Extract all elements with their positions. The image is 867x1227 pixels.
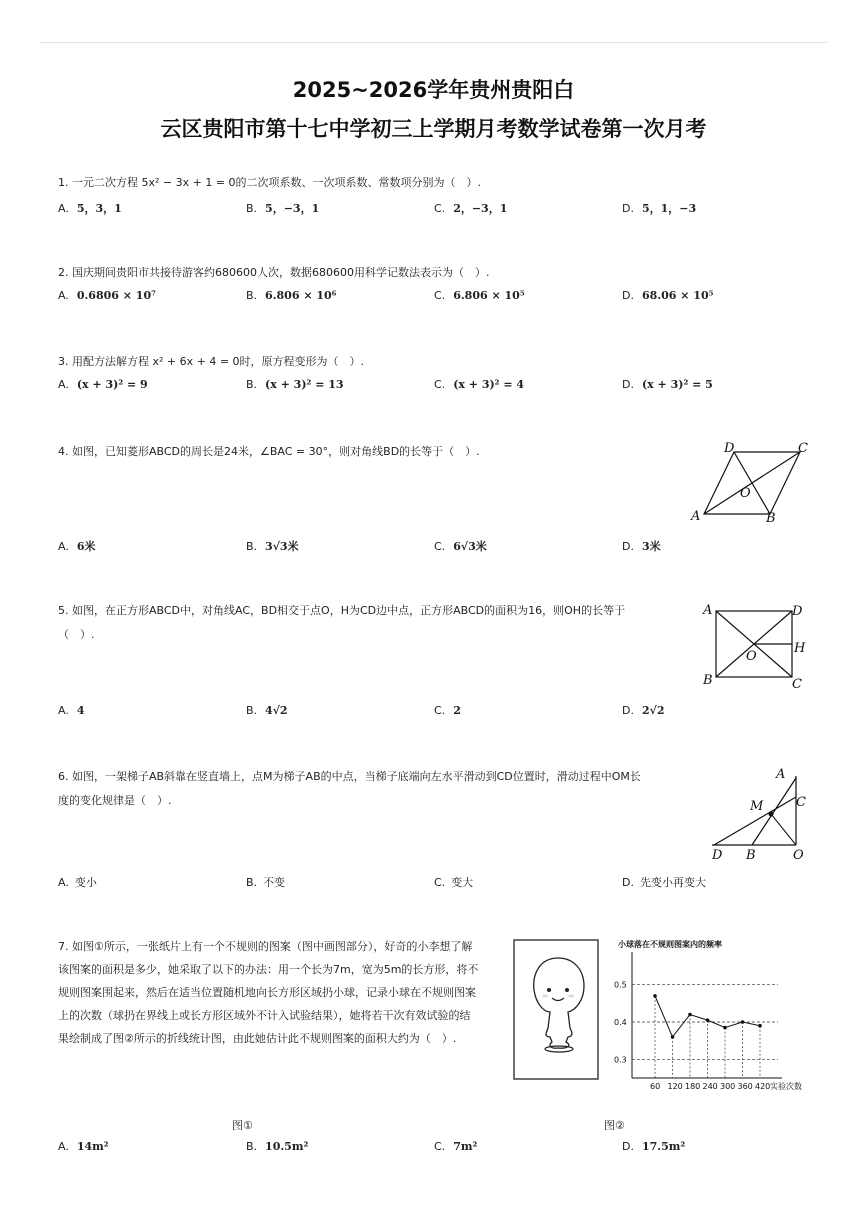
option-a[interactable] xyxy=(58,200,122,216)
figure-1-caption: 图① xyxy=(232,1119,253,1132)
question-1-options xyxy=(58,200,818,218)
page-title-line2: 云区贵阳市第十七中学初三上学期月考数学试卷第一次月考 xyxy=(160,117,707,141)
x-tick-label: 420 xyxy=(755,1082,771,1091)
question-7-stem-line3: 规则图案围起来，然后在适当位置随机地向长方形区域扔小球，记录小球在不规则图案 xyxy=(58,986,476,999)
option-letter: B. xyxy=(246,876,258,889)
data-point xyxy=(671,1035,675,1039)
option-d[interactable] xyxy=(622,874,706,890)
option-d[interactable] xyxy=(622,704,665,717)
option-letter: C. xyxy=(434,704,446,717)
label-b: B xyxy=(746,848,756,863)
option-letter: D. xyxy=(622,704,634,717)
label-o: O xyxy=(746,649,757,664)
option-letter: D. xyxy=(622,289,634,302)
diagonal-bd xyxy=(734,452,770,514)
option-letter: A. xyxy=(58,704,69,717)
option-letter: B. xyxy=(246,378,258,391)
option-letter: C. xyxy=(434,876,446,889)
option-value: 5，1，−3 xyxy=(641,202,697,215)
option-letter: A. xyxy=(58,876,69,889)
square-figure xyxy=(698,600,810,692)
label-c: C xyxy=(798,441,808,456)
data-point xyxy=(688,1013,692,1017)
data-point xyxy=(653,994,657,998)
figure-2-chart xyxy=(610,936,810,1094)
label-d: D xyxy=(792,604,803,619)
x-tick-label: 360 xyxy=(737,1082,753,1091)
option-value: 7m² xyxy=(453,1140,478,1153)
y-tick-label: 0.3 xyxy=(614,1055,627,1065)
option-b[interactable] xyxy=(246,538,299,554)
question-7-options xyxy=(58,1140,818,1158)
cheek-right xyxy=(568,994,574,997)
question-3-stem: 3. 用配方法解方程 x² + 6x + 4 = 0时，原方程变形为（ ）. xyxy=(58,355,365,368)
option-c[interactable] xyxy=(434,538,487,554)
eye-left xyxy=(547,988,551,992)
option-letter: A. xyxy=(58,378,69,391)
question-6-stem-line1: 6. 如图，一架梯子AB斜靠在竖直墙上，点M为梯子AB的中点，当梯子底端向左水平滑动到CD位置时，滑动过程中OM长 xyxy=(58,770,641,783)
option-a[interactable] xyxy=(58,1140,109,1153)
option-letter: A. xyxy=(58,202,69,215)
data-point xyxy=(758,1024,762,1028)
label-c: C xyxy=(796,795,806,810)
option-value: (x + 3)² = 4 xyxy=(453,378,525,391)
option-value: 5，−3，1 xyxy=(265,202,320,215)
y-tick-label: 0.4 xyxy=(614,1018,627,1027)
point-m xyxy=(769,812,774,817)
option-value: 6.806 × 10⁶ xyxy=(265,289,337,302)
label-o: O xyxy=(740,486,751,501)
option-letter: C. xyxy=(434,289,446,302)
option-c[interactable] xyxy=(434,289,525,302)
option-c[interactable] xyxy=(434,378,524,391)
y-tick-label: 0.5 xyxy=(614,980,627,990)
option-value: 6√3米 xyxy=(453,540,487,553)
question-4-options xyxy=(58,538,818,556)
option-b[interactable] xyxy=(246,874,285,890)
option-value: 2√2 xyxy=(641,704,665,717)
label-d: D xyxy=(712,848,723,863)
x-tick-label: 240 xyxy=(702,1082,718,1091)
cheek-left xyxy=(542,994,548,997)
x-tick-label: 120 xyxy=(667,1082,683,1091)
question-7-stem-line2: 该图案的面积是多少，她采取了以下的办法：用一个长为7m，宽为5m的长方形，将不 xyxy=(58,963,479,976)
option-value: (x + 3)² = 9 xyxy=(76,378,148,391)
option-d[interactable] xyxy=(622,1140,685,1153)
option-value: 0.6806 × 10⁷ xyxy=(76,289,156,302)
option-d[interactable] xyxy=(622,200,696,216)
option-value: 14m² xyxy=(76,1140,109,1153)
question-2-stem: 2. 国庆期间贵阳市共接待游客约680600人次，数据680600用科学记数法表示为（ ）. xyxy=(58,266,490,279)
series-line xyxy=(655,996,760,1037)
option-letter: C. xyxy=(434,540,446,553)
label-b: B xyxy=(766,511,776,525)
label-h: H xyxy=(794,641,806,656)
question-1-stem: 1. 一元二次方程 5x² − 3x + 1 = 0的二次项系数、一次项系数、常数项分别为（ ）. xyxy=(58,176,482,189)
option-value: 4√2 xyxy=(265,704,288,717)
figure-1-paper xyxy=(512,938,600,1082)
top-divider xyxy=(40,42,827,43)
option-c[interactable] xyxy=(434,704,461,717)
label-c: C xyxy=(792,677,802,692)
option-b[interactable] xyxy=(246,200,319,216)
option-a[interactable] xyxy=(58,874,97,890)
option-value: 不变 xyxy=(263,876,286,889)
option-letter: D. xyxy=(622,1140,634,1153)
option-letter: C. xyxy=(434,202,446,215)
option-value: 5，3，1 xyxy=(76,202,122,215)
question-7-stem-line1: 7. 如图①所示，一张纸片上有一个不规则的图案（图中画图部分），好奇的小李想了解 xyxy=(58,940,473,953)
option-value: 先变小再变大 xyxy=(639,876,706,889)
rhombus-figure xyxy=(688,440,813,525)
option-letter: B. xyxy=(246,202,258,215)
option-a[interactable] xyxy=(58,378,148,391)
x-axis-label: 实验次数 xyxy=(770,1082,802,1091)
option-a[interactable] xyxy=(58,289,156,302)
option-b[interactable] xyxy=(246,289,337,302)
option-value: 3√3米 xyxy=(265,540,299,553)
question-3-options xyxy=(58,378,818,396)
option-value: (x + 3)² = 5 xyxy=(641,378,713,391)
option-letter: B. xyxy=(246,1140,258,1153)
label-o: O xyxy=(793,848,804,863)
option-letter: C. xyxy=(434,378,446,391)
option-b[interactable] xyxy=(246,378,344,391)
segment-om xyxy=(771,814,796,845)
option-value: 10.5m² xyxy=(265,1140,309,1153)
option-letter: D. xyxy=(622,540,634,553)
option-letter: B. xyxy=(246,704,258,717)
question-7-stem-line5: 果绘制成了图②所示的折线统计图，由此她估计此不规则图案的面积大约为（ ）. xyxy=(58,1032,457,1045)
page-title-line1: 2025~2026学年贵州贵阳白 xyxy=(292,78,575,102)
x-tick-label: 60 xyxy=(650,1082,661,1091)
option-d[interactable] xyxy=(622,378,713,391)
question-5-stem-line2: （ ）. xyxy=(58,628,95,641)
option-a[interactable] xyxy=(58,704,84,717)
option-c[interactable] xyxy=(434,874,473,890)
question-6-options xyxy=(58,874,818,892)
option-letter: C. xyxy=(434,1140,446,1153)
option-letter: A. xyxy=(58,289,69,302)
option-value: 6.806 × 10⁵ xyxy=(453,289,525,302)
option-letter: B. xyxy=(246,540,258,553)
option-letter: D. xyxy=(622,202,634,215)
option-d[interactable] xyxy=(622,538,661,554)
option-letter: D. xyxy=(622,876,634,889)
question-5-options xyxy=(58,704,818,722)
option-value: 3米 xyxy=(641,540,661,553)
option-b[interactable] xyxy=(246,704,288,717)
x-tick-label: 300 xyxy=(720,1082,736,1091)
label-a: A xyxy=(776,767,786,782)
option-value: 4 xyxy=(76,704,85,717)
x-tick-label: 180 xyxy=(685,1082,701,1091)
option-letter: A. xyxy=(58,540,69,553)
option-value: 68.06 × 10⁵ xyxy=(641,289,714,302)
figure-2-caption: 图② xyxy=(604,1119,625,1132)
question-6-stem-line2: 度的变化规律是（ ）. xyxy=(58,794,172,807)
option-value: 变小 xyxy=(74,876,97,889)
option-value: (x + 3)² = 13 xyxy=(265,378,344,391)
question-2-options xyxy=(58,289,818,307)
option-letter: D. xyxy=(622,378,634,391)
option-letter: B. xyxy=(246,289,258,302)
eye-right xyxy=(565,988,569,992)
question-7-stem-line4: 上的次数（球扔在界线上或长方形区域外不计入试验结果），她将若干次有效试验的结 xyxy=(58,1009,471,1022)
option-value: 2 xyxy=(453,704,461,717)
data-point xyxy=(706,1018,710,1022)
label-m: M xyxy=(750,799,764,814)
question-4-stem: 4. 如图，已知菱形ABCD的周长是24米，∠BAC = 30°，则对角线BD的长等于（ ）. xyxy=(58,445,480,458)
label-b: B xyxy=(703,673,713,688)
data-point xyxy=(741,1020,745,1024)
option-b[interactable] xyxy=(246,1140,308,1153)
label-a: A xyxy=(691,509,701,524)
option-c[interactable] xyxy=(434,1140,477,1153)
option-value: 17.5m² xyxy=(641,1140,686,1153)
option-value: 6米 xyxy=(76,540,96,553)
label-a: A xyxy=(703,603,713,618)
label-d: D xyxy=(724,441,735,456)
chart-title: 小球落在不规则图案内的频率 xyxy=(618,940,722,949)
option-a[interactable] xyxy=(58,538,95,554)
option-value: 2，−3，1 xyxy=(453,202,508,215)
option-value: 变大 xyxy=(451,876,474,889)
option-d[interactable] xyxy=(622,289,713,302)
option-letter: A. xyxy=(58,1140,69,1153)
option-c[interactable] xyxy=(434,200,507,216)
question-5-stem-line1: 5. 如图，在正方形ABCD中，对角线AC，BD相交于点O，H为CD边中点，正方形ABCD的面积为16，则OH的长等于 xyxy=(58,604,626,617)
data-point xyxy=(723,1026,727,1030)
ladder-figure xyxy=(700,764,818,864)
